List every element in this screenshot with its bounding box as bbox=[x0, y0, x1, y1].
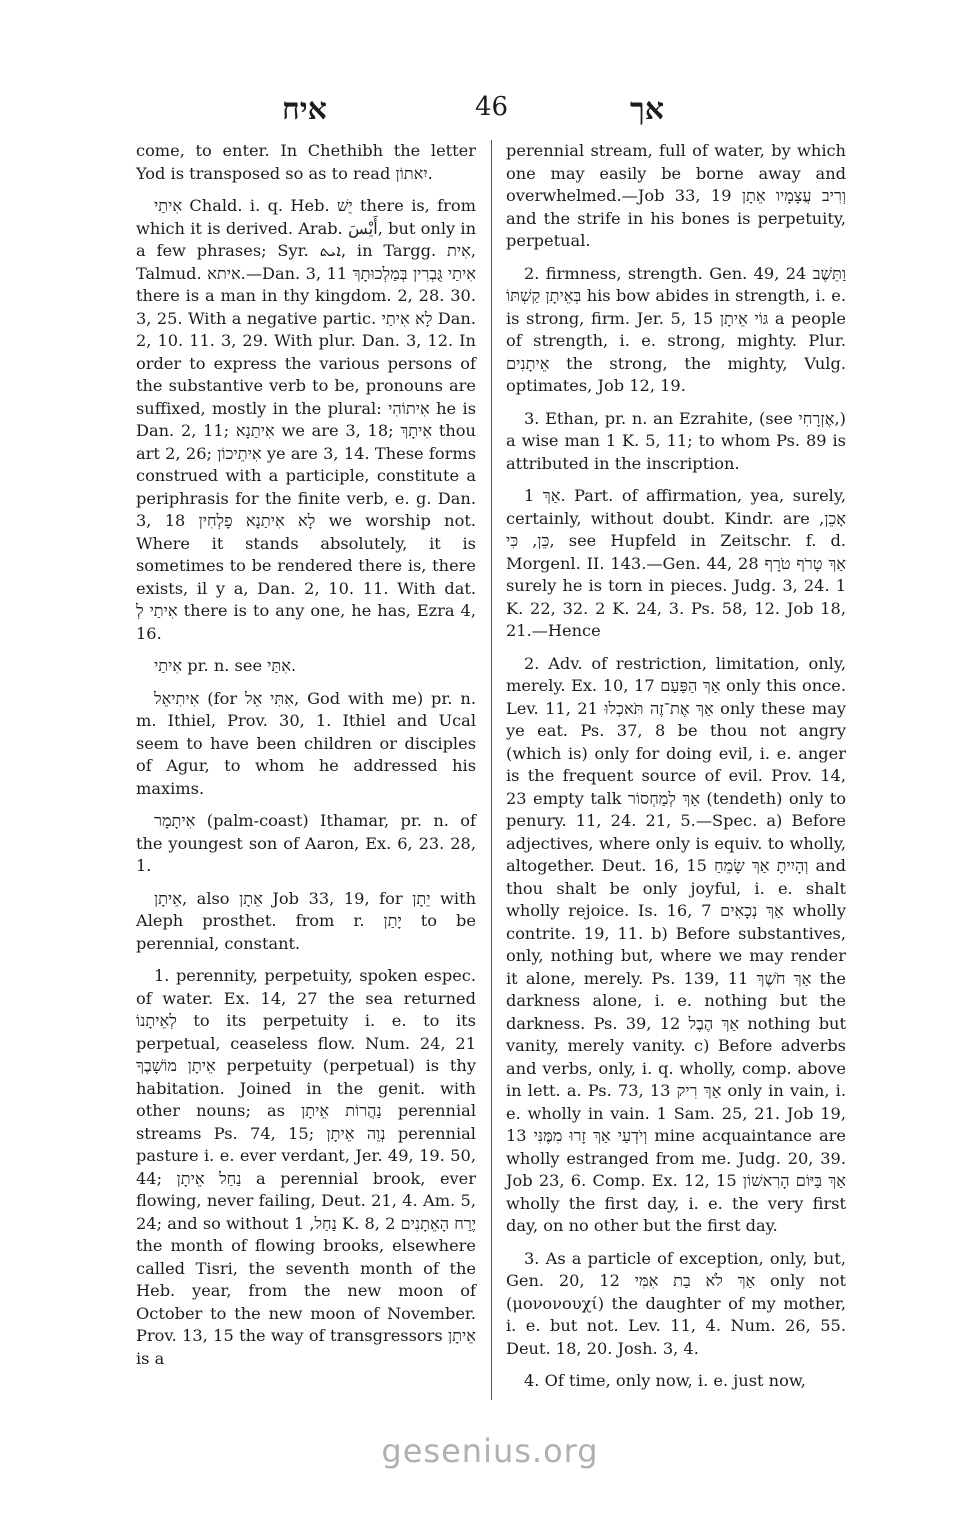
entry-paragraph: 3. As a particle of exception, only, but, Gen. 20, 12 אַךְ לֹא בַת אִמִּי only not (μονονουχί) the daughter of my mother, i. e. but not. Lev. 11, 4. Num. 26, 55. Deut. 18, 20. Josh. 3, 4. bbox=[506, 1248, 846, 1358]
running-headword-left: איח bbox=[282, 92, 327, 127]
left-column bbox=[136, 140, 476, 1380]
entry-paragraph: אִיתִיאֵל (for אִתִּי אֵל, God with me) pr. n. m. Ithiel, Prov. 30, 1. Ithiel and Ucal seem to have been children or disciples of Agur, to whom he addressed his maxims. bbox=[136, 688, 476, 798]
entry-paragraph: אִיתַי Chald. i. q. Heb. יֵשׁ there is, from which it is derived. Arab. أَيْسَ, but only in a few phrases; Syr. ܐܝܬ, in Targg. אִית, Talmud. איתא.—Dan. 3, 11 אִיתַי גֻּבְרִין בְּמַלְכוּתָךְ there is a man in thy kingdom. 2, 28. 30. 3, 25. With a negative partic. לָא אִיתַי Dan. 2, 10. 11. 3, 29. With plur. Dan. 3, 12. In order to express the various persons of the substantive verb to be, pronouns are suffixed, mostly in the plural: אִיתוֹהִי he is Dan. 2, 11; אִיתַנָא we are 3, 18; אִיתָךְ thou art 2, 26; אִיתֵיכוֹן ye are 3, 14. These forms construed with a participle, constitute a periphrasis for the finite verb, e. g. Dan. 3, 18 לָא אִיתַנָא פָלְחִין we worship not. Where it stands absolutely, it is sometimes to be rendered there is, there exists, il y a, Dan. 2, 10. 11. With dat. אִיתַי לְ there is to any one, he has, Ezra 4, 16. bbox=[136, 196, 477, 643]
site-watermark: gesenius.org bbox=[381, 1432, 599, 1470]
entry-paragraph: אַךְ 1. Part. of affirmation, yea, surely, certainly, without doubt. Kindr. are אָכֵן, כֵּן, כִּי, see Hupfeld in Zeitschr. f. d. Morgenl. II. 143.—Gen. 44, 28 אַךְ טָרֹף טֹרָף surely he is torn in pieces. Judg. 3, 24. 1 K. 22, 32. 2 K. 24, 3. Ps. 58, 12. Job 18, 21.—Hence bbox=[506, 486, 846, 640]
entry-paragraph: 2. firmness, strength. Gen. 49, 24 וַתֵּשֶׁב בְּאֵיתָן קַשְׁתּוֹ his bow abides in strength, i. e. is strong, firm. Jer. 5, 15 גּוֹי אֵיתָן a people of strength, i. e. strong, mighty. Plur. אֵיתָנִים the strong, the mighty, Vulg. optimates, Job 12, 19. bbox=[506, 263, 846, 395]
entry-paragraph: 3. Ethan, pr. n. an Ezrahite, (see אֶזְרָחִי,) a wise man 1 K. 5, 11; to whom Ps. 89 is attributed in the inscription. bbox=[506, 408, 846, 473]
entry-paragraph: 1. perennity, perpetuity, spoken espec. of water. Ex. 14, 27 the sea returned לְאֵיתָנוֹ to its perpetuity i. e. to its perpetual, ceaseless flow. Num. 24, 21 אֵיתָן מוֹשָׁבֶךָ perpetuity (perpetual) is thy habitation. Joined in the genit. with other nouns; as נַהֲרוֹת אֵיתָן perennial streams Ps. 74, 15; נְוֵה אֵיתָן perennial pasture i. e. ever verdant, Jer. 49, 19. 50, 44; נַחַל אֵיתָן a perennial brook, ever flowing, never failing, Deut. 21, 4. Am. 5, 24; and so without נַחַל, 1 K. 8, 2 יֶרַח הָאֵתָנִים the month of flowing brooks, elsewhere called Tisri, the seventh month of the Heb. year, from the new moon of October to the new moon of November. Prov. 13, 15 the way of transgressors אֵיתָן is a bbox=[136, 966, 476, 1368]
entry-paragraph: come, to enter. In Chethibh the letter Yod is transposed so as to read יִאתוֹן. bbox=[136, 141, 476, 183]
page-number: 46 bbox=[475, 92, 509, 122]
entry-paragraph: 2. Adv. of restriction, limitation, only, merely. Ex. 10, 17 אַךְ הַפַּעַם only this once. Lev. 11, 21 אַךְ אֶת־זֶה תֹּאכְלוּ only these may ye eat. Ps. 37, 8 be thou not angry (which is) only for doing evil, i. e. anger is the frequent source of evil. Prov. 14, 23 empty talk אַךְ לְמַחְסוֹר (tendeth) only to penury. 11, 24. 21, 5.—Spec. a) Before adjectives, where only is equiv. to wholly, altogether. Deut. 16, 15 וְהָיִיתָ אַךְ שָׂמֵחַ and thou shalt be only joyful, i. e. shalt wholly rejoice. Is. 16, 7 אַךְ נְכָאִים wholly contrite. 19, 11. b) Before substantives, only, nothing but, where we may render it alone, merely. Ps. 139, 11 אַךְ חֹשֶׁךְ the darkness alone, i. e. nothing but the darkness. Ps. 39, 12 אַךְ הֶבֶל nothing but vanity, merely vanity. c) Before adverbs and verbs, only, i. q. wholly, comp. above in lett. a. Ps. 73, 13 אַךְ רִיק only in vain, i. e. wholly in vain. 1 Sam. 25, 21. Job 19, 13 וְיֹדְעַי אַךְ זָרוּ מִמֶּנִּי mine acquaintance are wholly estranged from me. Judg. 20, 39. Job 23, 6. Comp. Ex. 12, 15 אַךְ בַּיּוֹם הָרִאשׁוֹן wholly the first day, i. e. the very first day, on no other but the first day. bbox=[506, 653, 847, 1235]
entry-paragraph: perennial stream, full of water, by which one may easily be borne away and overwhelmed.—Job 33, 19 וְרִיב עֲצָמָיו אֵתָן and the strife in his bones is perpetuity, perpetual. bbox=[506, 141, 846, 250]
entry-paragraph: אִיתַי pr. n. see אִתַּי. bbox=[154, 656, 297, 675]
page-header bbox=[0, 92, 980, 138]
entry-paragraph: אֵיתָן, also אֵתָן Job 33, 19, for יֵתָן with Aleph prosthet. from r. יָתַן to be perennial, constant. bbox=[136, 888, 476, 953]
right-column bbox=[506, 140, 846, 1403]
entry-paragraph: אִיתָמָר (palm-coast) Ithamar, pr. n. of the youngest son of Aaron, Ex. 6, 23. 28, 1. bbox=[136, 811, 476, 875]
entry-paragraph: 4. Of time, only now, i. e. just now, bbox=[524, 1371, 806, 1390]
running-headword-right: אך bbox=[630, 92, 664, 127]
column-divider bbox=[491, 140, 492, 1400]
